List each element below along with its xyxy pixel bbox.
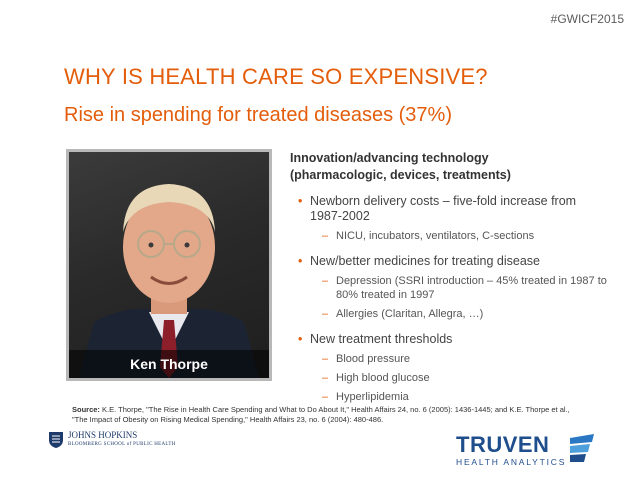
bullet-dot-icon: • <box>298 194 303 208</box>
portrait-illustration <box>69 152 269 378</box>
content-panel <box>290 150 610 409</box>
sub-bullet-item <box>290 307 610 321</box>
shield-icon <box>48 431 64 449</box>
sub-bullet-item <box>290 371 610 385</box>
section-heading <box>290 150 610 184</box>
sub-bullet-item <box>290 274 610 302</box>
truven-tagline: HEALTH ANALYTICS <box>456 457 567 467</box>
sub-bullet-text: Allergies (Claritan, Allegra, …) <box>336 308 484 320</box>
bullet-text: New/better medicines for treating disease <box>310 254 540 268</box>
sub-bullet-text: Blood pressure <box>336 353 410 365</box>
truven-logo <box>456 434 596 467</box>
bullet-text: Newborn delivery costs – five-fold increase from 1987-2002 <box>310 194 577 223</box>
sub-bullet-item <box>290 229 610 243</box>
sub-bullet-item <box>290 390 610 404</box>
bullet-item <box>290 194 610 224</box>
dash-icon: – <box>322 230 329 242</box>
photo-caption: Ken Thorpe <box>69 350 269 378</box>
sub-bullet-text: Hyperlipidemia <box>336 391 409 403</box>
sub-bullet-item <box>290 352 610 366</box>
heading-line-1: Innovation/advancing technology <box>290 151 489 165</box>
truven-mark-icon <box>568 434 596 464</box>
sub-bullet-text: High blood glucose <box>336 372 430 384</box>
slide-title: WHY IS HEALTH CARE SO EXPENSIVE? <box>64 64 488 89</box>
johns-hopkins-logo <box>48 431 176 449</box>
dash-icon: – <box>322 308 329 320</box>
portrait-photo <box>66 149 272 381</box>
bullet-item <box>290 332 610 347</box>
dash-icon: – <box>322 391 329 403</box>
slide-subtitle: Rise in spending for treated diseases (37%) <box>64 104 452 126</box>
bullet-item <box>290 254 610 269</box>
truven-wordmark: TRUVEN <box>456 432 550 457</box>
dash-icon: – <box>322 372 329 384</box>
source-citation <box>72 405 572 425</box>
sub-bullet-text: NICU, incubators, ventilators, C-sections <box>336 230 535 242</box>
bullet-dot-icon: • <box>298 332 303 346</box>
dash-icon: – <box>322 275 329 287</box>
dash-icon: – <box>322 353 329 365</box>
hashtag-label: #GWICF2015 <box>550 12 624 26</box>
jh-subtitle: BLOOMBERG SCHOOL of PUBLIC HEALTH <box>68 442 176 447</box>
bullet-text: New treatment thresholds <box>310 332 453 346</box>
heading-line-2: (pharmacologic, devices, treatments) <box>290 168 511 182</box>
sub-bullet-text: Depression (SSRI introduction – 45% treated in 1987 to 80% treated in 1997 <box>336 275 607 301</box>
source-label: Source: <box>72 405 100 414</box>
jh-name: JOHNS HOPKINS <box>68 430 138 440</box>
source-text: K.E. Thorpe, "The Rise in Health Care Spending and What to Do About It," Health Affairs 24, no. 6 (2005): 1436-1445; and K.E. Thorpe et al., "The Impact of Obesity on Rising Medical Spending," Health Affairs 23, no. 6 (2004): 480-486. <box>72 405 570 424</box>
bullet-dot-icon: • <box>298 254 303 268</box>
